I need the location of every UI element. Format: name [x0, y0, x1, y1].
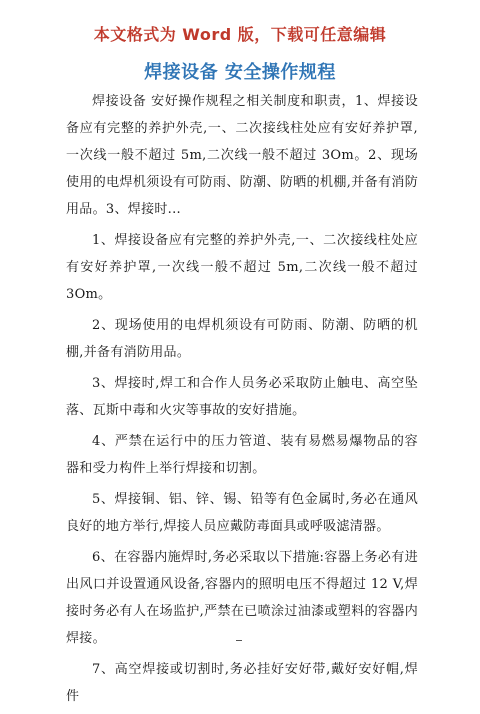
paragraph-item-3: 3、焊接时,焊工和合作人员务必采取防止触电、高空坠落、瓦斯中毒和火灾等事故的安好措施。 [66, 376, 418, 418]
document-body [66, 88, 418, 714]
page-number-mark [236, 640, 242, 641]
paragraph-item-6: 6、在容器内施焊时,务必采取以下措施:容器上务必有进出风口并设置通风设备,容器内的照明电压不得超过 12 V,焊接时务必有人在场监护,严禁在已喷涂过油漆或塑料的容器内焊接。 [66, 550, 418, 646]
paragraph-item-4: 4、严禁在运行中的压力管道、装有易燃易爆物品的容器和受力构件上举行焊接和切割。 [66, 434, 418, 476]
paragraph-summary: 焊接设备 安好操作规程之相关制度和职责，1、焊接设备应有完整的养护外壳,一、二次接线柱处应有安好养护罩,一次线一般不超过 5m,二次线一般不超过 3Om。2、现场使用的电焊机须设有可防雨、防潮、防晒的机棚,并备有消防用品。3、焊接时... [66, 94, 418, 217]
paragraph-item-1: 1、焊接设备应有完整的养护外壳,一、二次接线柱处应有安好养护罩,一次线一般不超过 5m,二次线一般不超过 3Om。 [66, 233, 418, 302]
download-banner: 本文格式为 Word 版，下载可任意编辑 [93, 25, 387, 44]
paragraph-item-5: 5、焊接铜、铝、锌、锡、铅等有色金属时,务必在通风良好的地方举行,焊接人员应戴防毒面具或呼吸滤清器。 [66, 492, 418, 534]
paragraph-item-2: 2、现场使用的电焊机须设有可防雨、防潮、防晒的机棚,并备有消防用品。 [66, 318, 418, 360]
document-title: 焊接设备 安全操作规程 [144, 62, 336, 83]
paragraph-item-7: 7、高空焊接或切割时,务必挂好安好带,戴好安好帽,焊件 [66, 662, 418, 704]
